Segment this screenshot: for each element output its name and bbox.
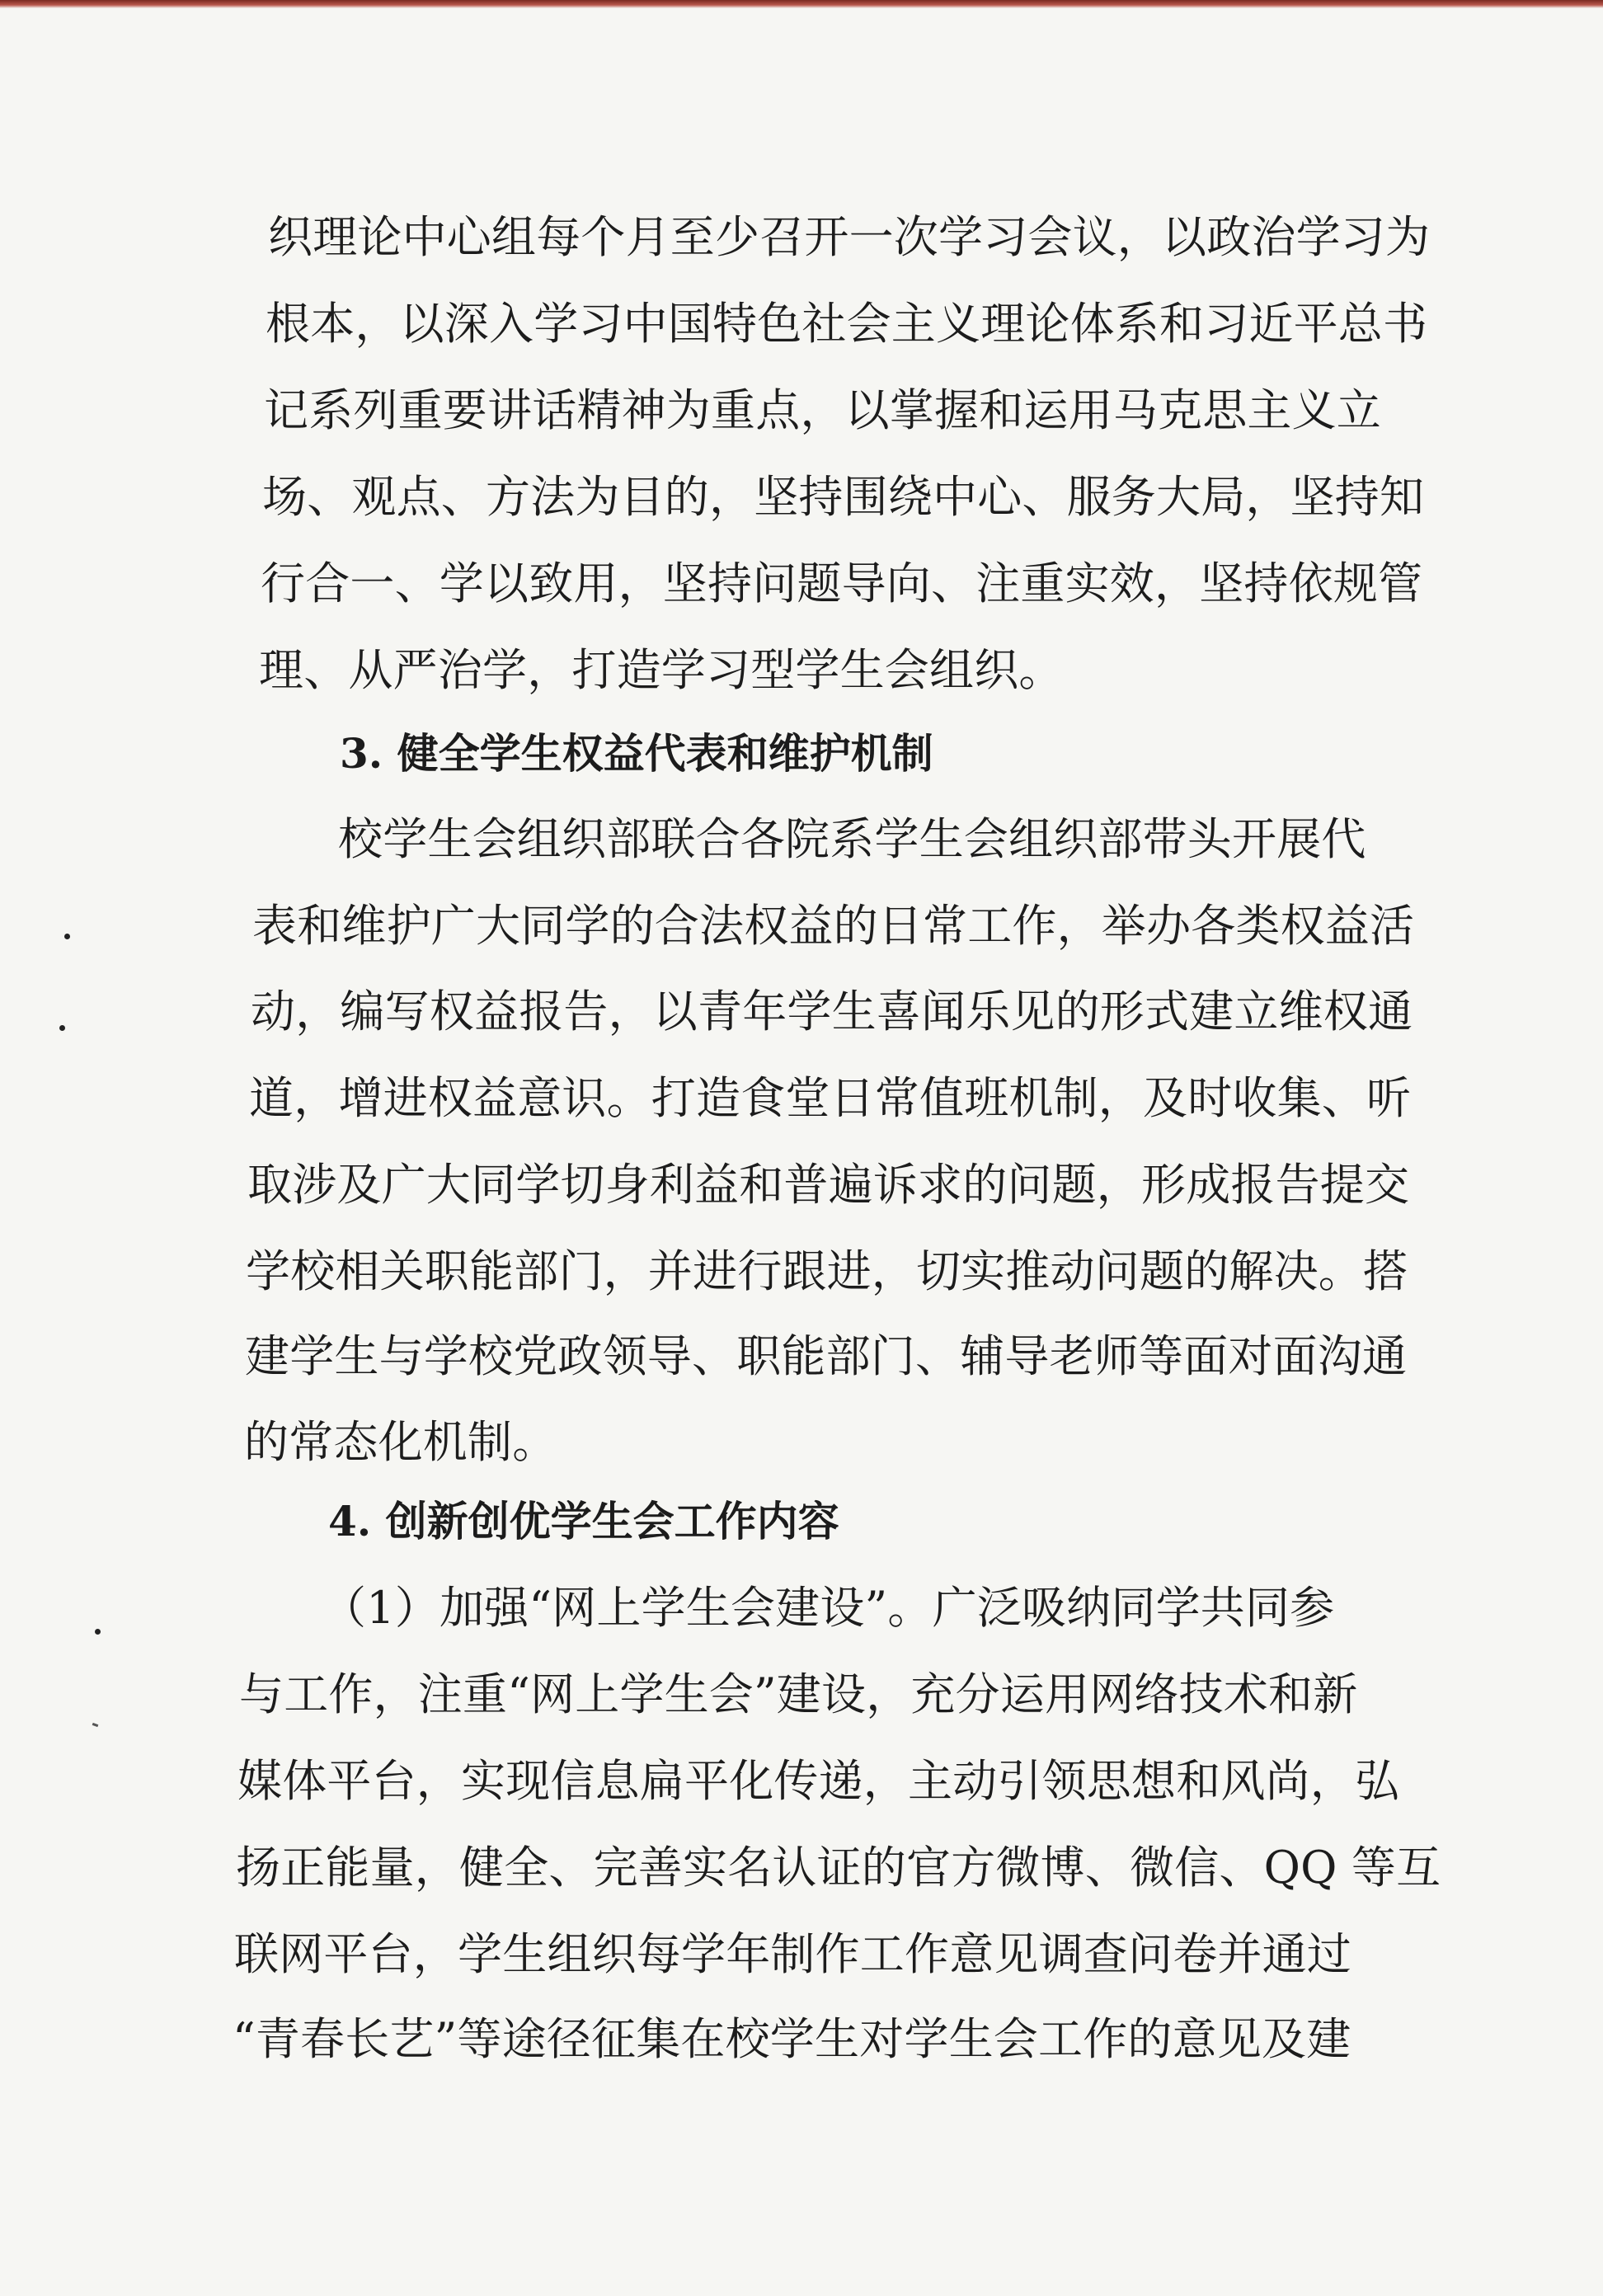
text-line: 的常态化机制。 (244, 1416, 557, 1468)
text-line: 根本，以深入学习中国特色社会主义理论体系和习近平总书 (266, 298, 1428, 350)
text-line: 记系列重要讲话精神为重点，以掌握和运用马克思主义立 (264, 384, 1381, 436)
text-line: 场、观点、方法为目的，坚持围绕中心、服务大局，坚持知 (262, 471, 1425, 523)
text-line: 学校相关职能部门，并进行跟进，切实推动问题的解决。搭 (246, 1245, 1408, 1297)
text-line: 理、从严治学，打造学习型学生会组织。 (259, 644, 1064, 696)
section-heading-4: 4. 创新创优学生会工作内容 (328, 1497, 839, 1546)
binding-hole-mark (59, 1025, 65, 1031)
text-line: （1）加强“网上学生会建设”。广泛吸纳同学共同参 (322, 1582, 1335, 1634)
section-heading-3: 3. 健全学生权益代表和维护机制 (340, 729, 933, 778)
text-line: 动，编写权益报告，以青年学生喜闻乐见的形式建立维权通 (251, 986, 1413, 1037)
text-line: 扬正能量，健全、完善实名认证的官方微博、微信、QQ 等互 (236, 1842, 1441, 1894)
text-line: “青春长艺”等途径征集在校学生对学生会工作的意见及建 (233, 2013, 1352, 2065)
text-line: 织理论中心组每个月至少召开一次学习会议，以政治学习为 (268, 211, 1431, 263)
binding-hole-mark (92, 1723, 99, 1727)
text-line: 取涉及广大同学切身利益和普遍诉求的问题，形成报告提交 (247, 1159, 1410, 1211)
text-line: 校学生会组织部联合各院系学生会组织部带头开展代 (338, 813, 1366, 865)
text-line: 媒体平台，实现信息扁平化传递，主动引领思想和风尚，弘 (237, 1755, 1400, 1807)
text-line: 与工作，注重“网上学生会”建设，充分运用网络技术和新 (239, 1668, 1358, 1720)
binding-hole-mark (64, 934, 70, 939)
binding-hole-mark (95, 1629, 101, 1635)
text-line: 联网平台，学生组织每学年制作工作意见调查问卷并通过 (234, 1928, 1352, 1980)
text-line: 表和维护广大同学的合法权益的日常工作，举办各类权益活 (252, 900, 1415, 952)
text-line: 道，增进权益意识。打造食堂日常值班机制，及时收集、听 (249, 1072, 1412, 1124)
text-line: 建学生与学校党政领导、职能部门、辅导老师等面对面沟通 (245, 1330, 1408, 1382)
text-line: 行合一、学以致用，坚持问题导向、注重实效，坚持依规管 (261, 558, 1423, 609)
